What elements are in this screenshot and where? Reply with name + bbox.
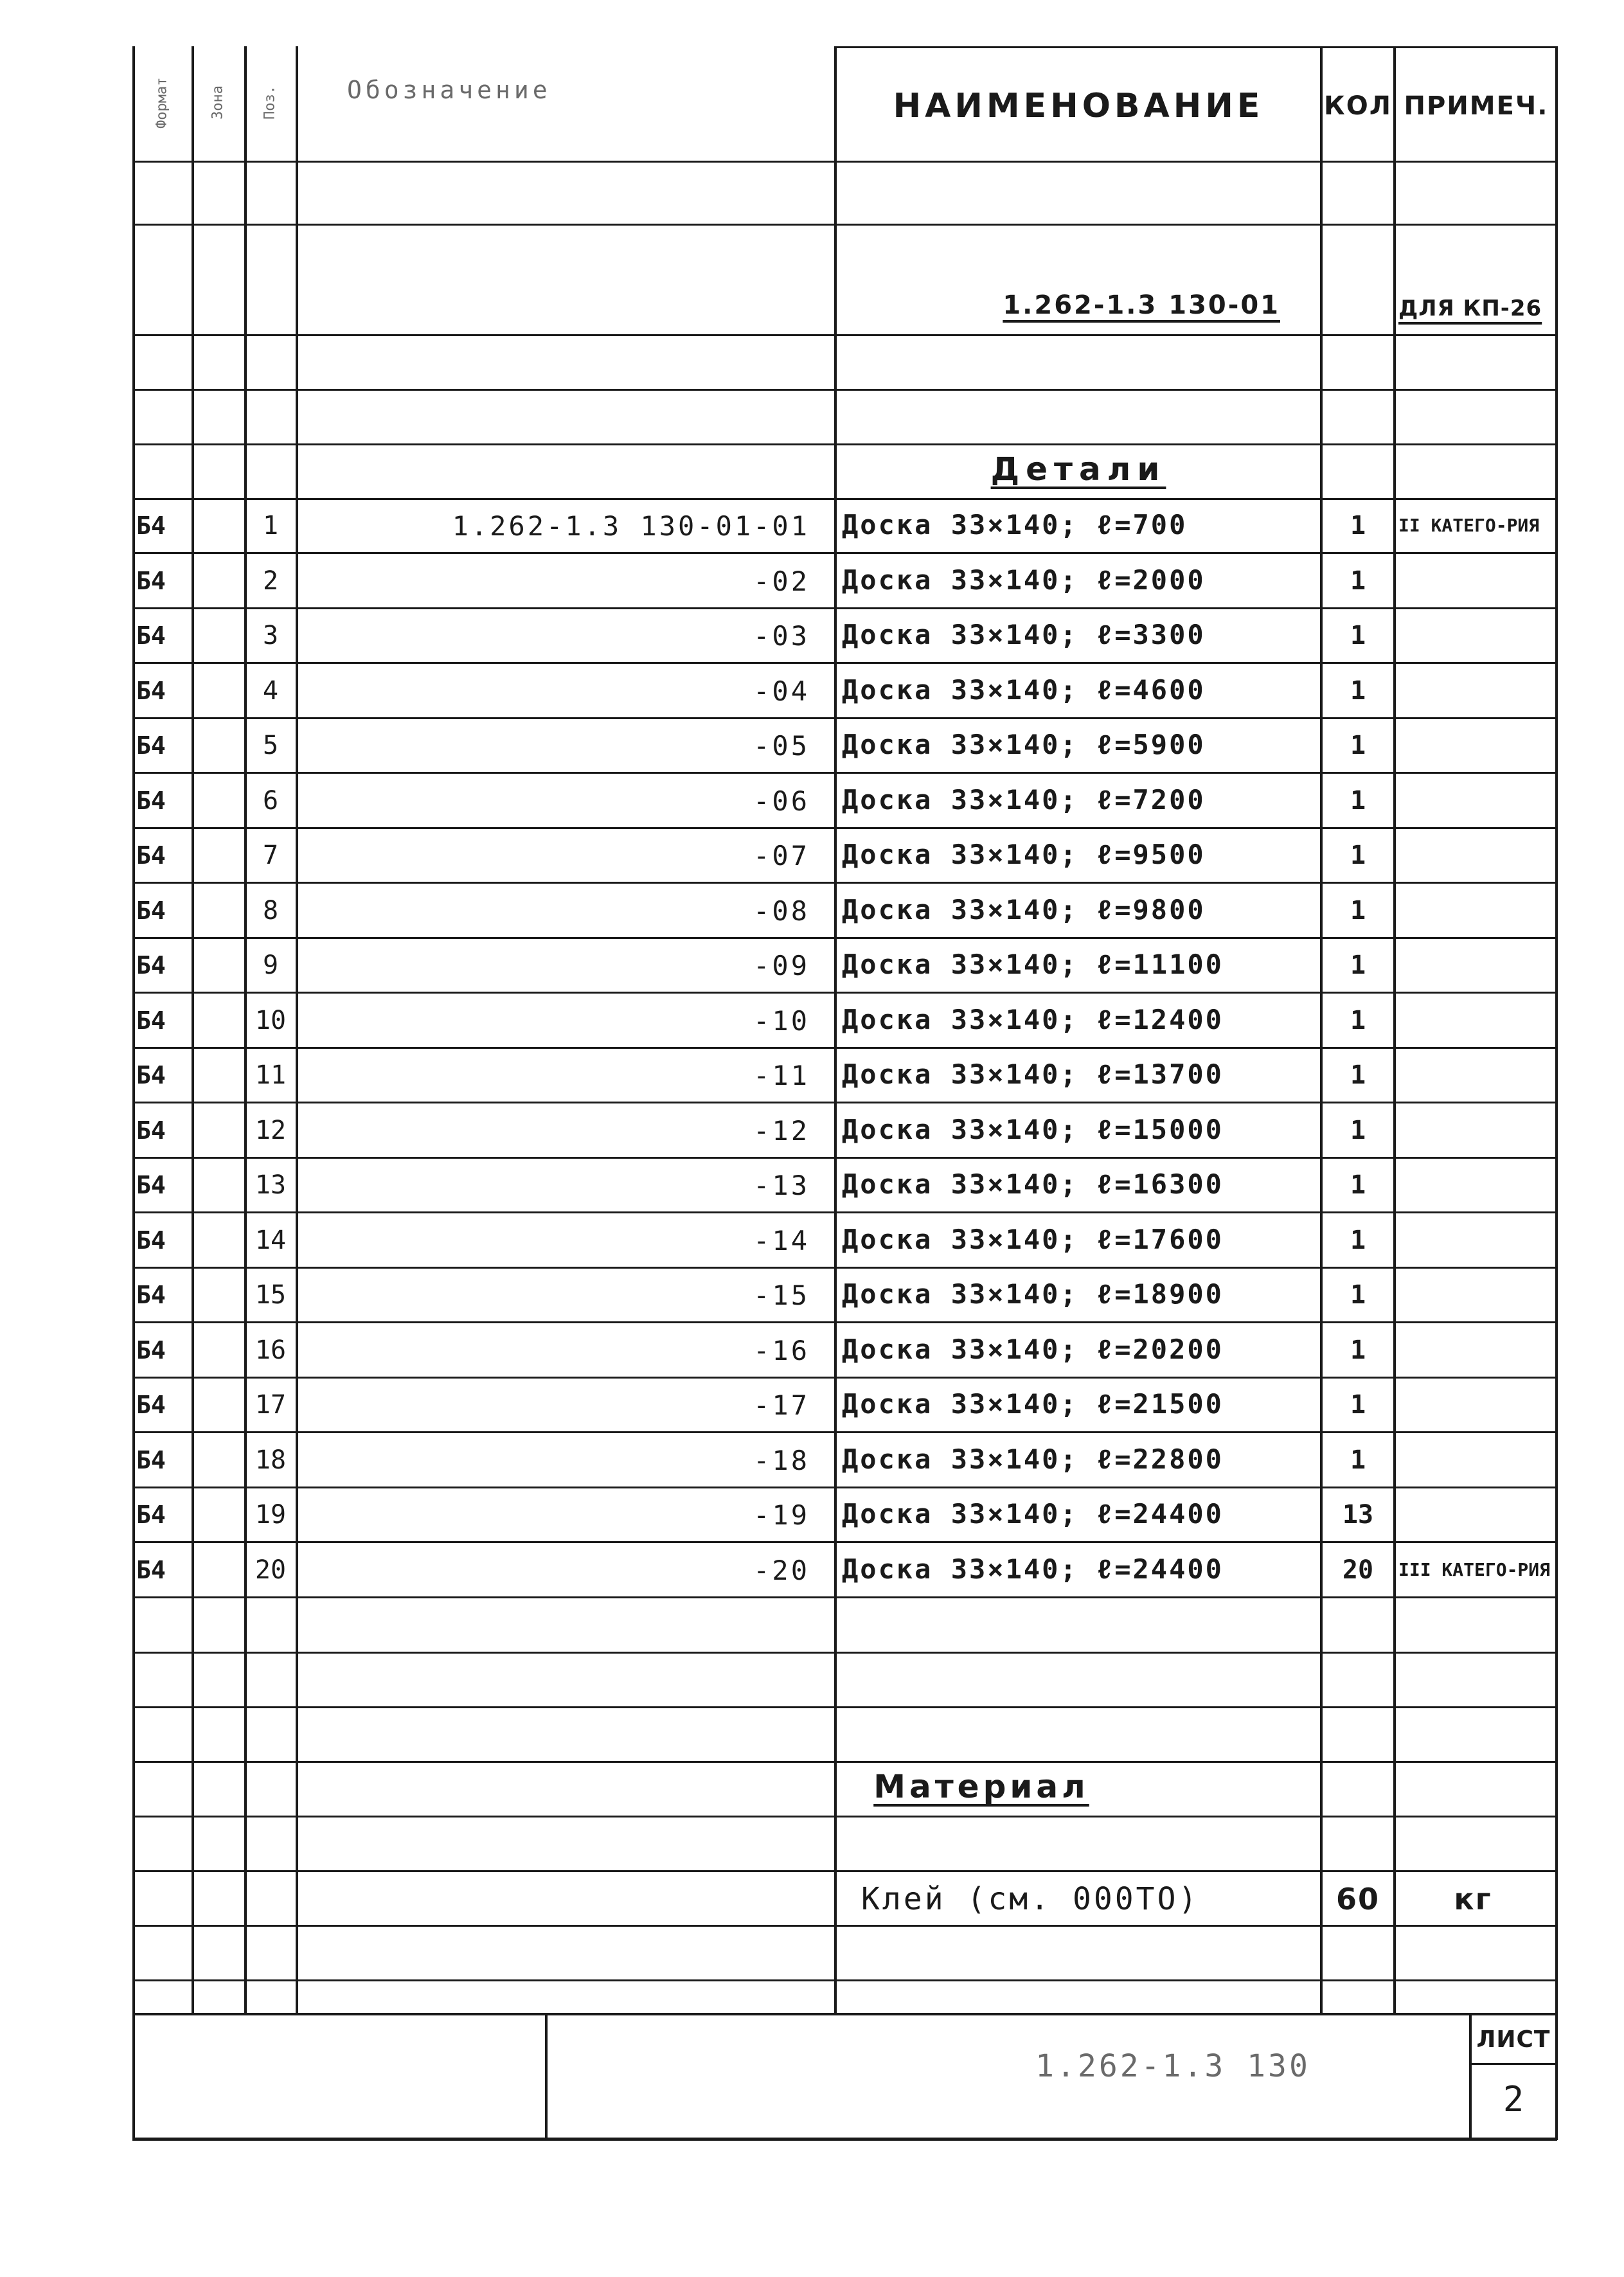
row-pos: 8 <box>262 896 279 925</box>
row-qty: 13 <box>1342 1500 1374 1530</box>
row-pos: 7 <box>262 841 279 870</box>
table-row <box>0 608 1624 663</box>
row-note <box>1398 883 1553 938</box>
row-pos: 18 <box>254 1445 287 1475</box>
row-name: Доска 33×140; ℓ=16300 <box>842 1168 1224 1200</box>
row-note: III КАТЕГО-РИЯ <box>1398 1559 1551 1580</box>
header-zone: Зона <box>210 85 226 120</box>
row-designation: 1.262-1.3 130-01-01 <box>452 510 810 542</box>
row-designation: -14 <box>753 1224 810 1256</box>
row-name: Доска 33×140; ℓ=9800 <box>842 894 1206 925</box>
row-qty: 1 <box>1350 841 1366 870</box>
row-qty: 1 <box>1350 1280 1366 1310</box>
table-row <box>0 1323 1624 1378</box>
table-row <box>0 828 1624 883</box>
row-format: Б4 <box>136 1501 166 1529</box>
table-row <box>0 1487 1624 1542</box>
row-qty: 1 <box>1350 1060 1366 1090</box>
row-name: Доска 33×140; ℓ=22800 <box>842 1443 1224 1475</box>
header-top-line <box>834 46 1557 48</box>
row-pos: 1 <box>262 511 279 540</box>
row-format: Б4 <box>136 1391 166 1419</box>
row-format: Б4 <box>136 621 166 650</box>
row-name: Доска 33×140; ℓ=13700 <box>842 1058 1224 1090</box>
row-line <box>132 1979 1557 1981</box>
row-designation: -20 <box>753 1554 810 1586</box>
material-unit: кг <box>1454 1882 1492 1916</box>
row-qty: 1 <box>1350 1170 1366 1200</box>
row-pos: 19 <box>254 1500 287 1530</box>
row-note <box>1398 1377 1553 1433</box>
header-bottom-line <box>132 161 1557 163</box>
title-block-code: 1.262-1.3 130 <box>1035 2048 1310 2084</box>
table-row <box>0 498 1624 553</box>
row-name: Доска 33×140; ℓ=17600 <box>842 1224 1224 1255</box>
row-qty: 1 <box>1350 951 1366 980</box>
row-pos: 14 <box>254 1226 287 1255</box>
row-designation: -17 <box>753 1389 810 1421</box>
row-qty: 1 <box>1350 896 1366 925</box>
row-format: Б4 <box>136 1171 166 1199</box>
row-designation: -05 <box>753 729 810 762</box>
table-row <box>0 1157 1624 1213</box>
row-designation: -12 <box>753 1114 810 1147</box>
row-pos: 13 <box>254 1170 287 1200</box>
row-note <box>1398 608 1553 663</box>
row-pos: 5 <box>262 731 279 760</box>
row-format: Б4 <box>136 1116 166 1145</box>
table-row <box>0 1433 1624 1488</box>
row-qty: 1 <box>1350 676 1366 706</box>
row-format: Б4 <box>136 512 166 540</box>
table-row <box>0 773 1624 828</box>
row-designation: -15 <box>753 1279 810 1311</box>
row-format: Б4 <box>136 1006 166 1035</box>
row-note <box>1398 828 1553 883</box>
row-note <box>1398 1048 1553 1103</box>
row-note <box>1398 553 1553 609</box>
row-designation: -08 <box>753 895 810 927</box>
row-pos: 3 <box>262 621 279 650</box>
header-note: ПРИМЕЧ. <box>1404 91 1549 121</box>
row-name: Доска 33×140; ℓ=21500 <box>842 1388 1224 1420</box>
row-note <box>1398 663 1553 719</box>
row-format: Б4 <box>136 1446 166 1474</box>
row-designation: -04 <box>753 675 810 707</box>
row-pos: 10 <box>254 1006 287 1035</box>
row-line <box>132 389 1557 391</box>
document-code: 1.262-1.3 130-01 <box>1003 290 1280 320</box>
title-block-top <box>132 2013 1557 2015</box>
row-format: Б4 <box>136 567 166 595</box>
row-line <box>132 1925 1557 1927</box>
table-row <box>0 1542 1624 1598</box>
row-note <box>1398 1213 1553 1268</box>
row-designation: -02 <box>753 565 810 597</box>
table-row <box>0 663 1624 719</box>
row-format: Б4 <box>136 897 166 925</box>
row-line <box>132 224 1557 226</box>
table-row <box>0 938 1624 993</box>
row-note <box>1398 1157 1553 1213</box>
row-qty: 1 <box>1350 566 1366 596</box>
row-designation: -11 <box>753 1059 810 1091</box>
row-line <box>132 1596 1557 1598</box>
document-note: ДЛЯ КП-26 <box>1398 296 1542 321</box>
header-pos: Поз. <box>262 85 278 120</box>
row-name: Доска 33×140; ℓ=24400 <box>842 1498 1224 1530</box>
material-qty: 60 <box>1335 1882 1380 1916</box>
row-note <box>1398 1323 1553 1378</box>
row-name: Доска 33×140; ℓ=15000 <box>842 1114 1224 1145</box>
row-note <box>1398 773 1553 828</box>
title-block-sheet-number: 2 <box>1503 2078 1524 2120</box>
row-format: Б4 <box>136 677 166 705</box>
table-row <box>0 993 1624 1048</box>
row-pos: 4 <box>262 676 279 706</box>
row-name: Доска 33×140; ℓ=5900 <box>842 729 1206 760</box>
row-pos: 17 <box>254 1390 287 1420</box>
row-pos: 15 <box>254 1280 287 1310</box>
row-qty: 1 <box>1350 1335 1366 1365</box>
row-line <box>132 1870 1557 1872</box>
row-pos: 16 <box>254 1335 287 1365</box>
row-designation: -18 <box>753 1444 810 1476</box>
table-row <box>0 1103 1624 1158</box>
section-details: Детали <box>990 451 1166 488</box>
row-designation: -03 <box>753 620 810 652</box>
row-designation: -19 <box>753 1499 810 1531</box>
row-line <box>132 1652 1557 1654</box>
row-name: Доска 33×140; ℓ=20200 <box>842 1334 1224 1365</box>
title-block-divider <box>545 2013 548 2140</box>
row-note <box>1398 1103 1553 1158</box>
table-row <box>0 718 1624 773</box>
row-qty: 1 <box>1350 621 1366 650</box>
row-note <box>1398 1267 1553 1323</box>
table-row <box>0 1377 1624 1433</box>
table-row <box>0 553 1624 609</box>
row-note <box>1398 1433 1553 1488</box>
row-name: Доска 33×140; ℓ=700 <box>842 509 1188 540</box>
row-designation: -16 <box>753 1334 810 1366</box>
row-designation: -07 <box>753 839 810 871</box>
row-designation: -09 <box>753 949 810 981</box>
row-qty: 1 <box>1350 731 1366 760</box>
row-qty: 1 <box>1350 786 1366 816</box>
row-format: Б4 <box>136 1281 166 1309</box>
row-name: Доска 33×140; ℓ=9500 <box>842 839 1206 870</box>
title-block-sheet-line <box>1469 2063 1557 2065</box>
row-qty: 20 <box>1342 1555 1374 1585</box>
row-line <box>132 1816 1557 1817</box>
row-format: Б4 <box>136 1061 166 1089</box>
row-qty: 1 <box>1350 1226 1366 1255</box>
row-pos: 6 <box>262 786 279 816</box>
row-name: Доска 33×140; ℓ=24400 <box>842 1553 1224 1585</box>
row-qty: 1 <box>1350 1006 1366 1035</box>
row-format: Б4 <box>136 1556 166 1584</box>
header-format: Формат <box>154 77 170 129</box>
row-name: Доска 33×140; ℓ=7200 <box>842 784 1206 816</box>
row-qty: 1 <box>1350 1390 1366 1420</box>
row-designation: -10 <box>753 1005 810 1037</box>
row-format: Б4 <box>136 1226 166 1255</box>
row-name: Доска 33×140; ℓ=12400 <box>842 1004 1224 1035</box>
row-format: Б4 <box>136 951 166 979</box>
row-qty: 1 <box>1350 511 1366 540</box>
row-designation: -06 <box>753 785 810 817</box>
header-designation: Обозначение <box>347 76 551 104</box>
row-note: II КАТЕГО-РИЯ <box>1398 515 1540 536</box>
row-pos: 2 <box>262 566 279 596</box>
title-block-sheet-label: ЛИСТ <box>1476 2026 1551 2053</box>
row-pos: 11 <box>254 1060 287 1090</box>
row-format: Б4 <box>136 731 166 760</box>
row-format: Б4 <box>136 1336 166 1364</box>
table-row <box>0 1213 1624 1268</box>
row-note <box>1398 938 1553 993</box>
row-qty: 1 <box>1350 1116 1366 1145</box>
row-note <box>1398 718 1553 773</box>
row-pos: 20 <box>254 1555 287 1585</box>
row-name: Доска 33×140; ℓ=18900 <box>842 1278 1224 1310</box>
material-name: Клей (см. 000ТО) <box>861 1881 1200 1917</box>
row-note <box>1398 1487 1553 1542</box>
row-name: Доска 33×140; ℓ=4600 <box>842 674 1206 706</box>
row-name: Доска 33×140; ℓ=2000 <box>842 564 1206 596</box>
title-block-bottom <box>132 2138 1557 2141</box>
row-name: Доска 33×140; ℓ=11100 <box>842 949 1224 980</box>
row-designation: -13 <box>753 1169 810 1201</box>
table-row <box>0 883 1624 938</box>
row-name: Доска 33×140; ℓ=3300 <box>842 619 1206 650</box>
header-name: НАИМЕНОВАНИЕ <box>893 87 1264 125</box>
header-qty: КОЛ <box>1324 91 1392 121</box>
row-pos: 12 <box>254 1116 287 1145</box>
row-line <box>132 334 1557 336</box>
row-note <box>1398 993 1553 1048</box>
row-line <box>132 1706 1557 1708</box>
row-pos: 9 <box>262 951 279 980</box>
table-row <box>0 1267 1624 1323</box>
section-material: Материал <box>873 1768 1089 1805</box>
row-format: Б4 <box>136 841 166 870</box>
row-qty: 1 <box>1350 1445 1366 1475</box>
table-row <box>0 1048 1624 1103</box>
row-format: Б4 <box>136 787 166 815</box>
